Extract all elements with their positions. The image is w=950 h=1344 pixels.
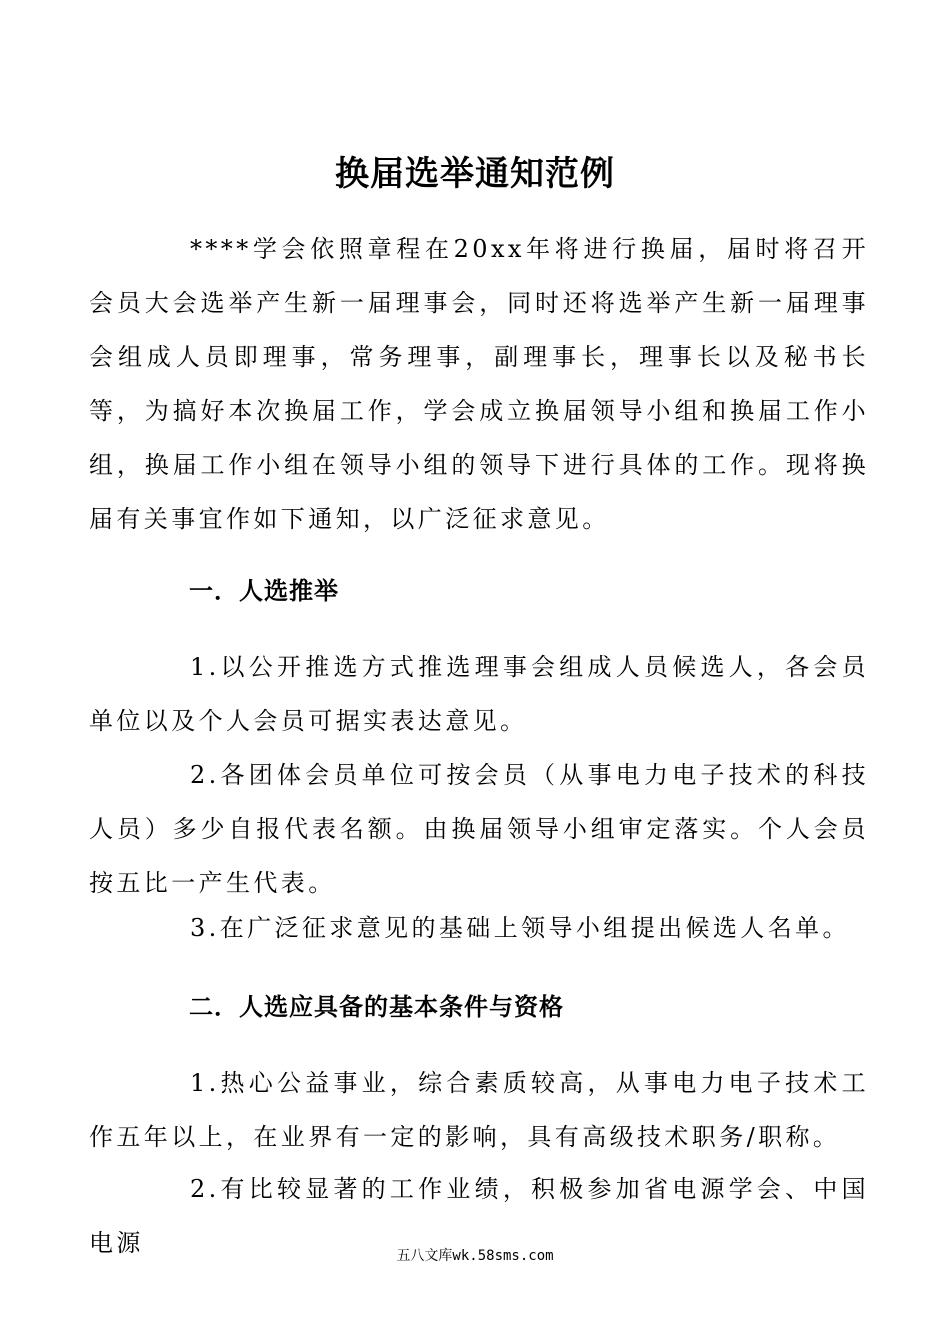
section-heading-1: 一．人选推举 [189, 577, 339, 605]
intro-paragraph: ****学会依照章程在20xx年将进行换届，届时将召开会员大会选举产生新一届理事会，同时还将选举产生新一届理事会组成人员即理事，常务理事，副理事长，理事长以及秘书长等，为搞好本次换届工作，学会成立换届领导小组和换届工作小组，换届工作小组在领导小组的领导下进行具体的工作。现将换届有关事宜作如下通知，以广泛征求意见。 [89, 235, 869, 533]
document-title: 换届选举通知范例 [335, 154, 615, 194]
section-heading-2: 二．人选应具备的基本条件与资格 [189, 993, 564, 1021]
section-1-item-1: 1.以公开推选方式推选理事会组成人员候选人，各会员单位以及个人会员可据实表达意见。 [89, 653, 869, 735]
section-2-item-2: 2.有比较显著的工作业绩，积极参加省电源学会、中国电源 [89, 1175, 869, 1257]
section-1-item-3: 3.在广泛征求意见的基础上领导小组提出候选人名单。 [190, 914, 850, 942]
footer-watermark: 五八文库wk.58sms.com [396, 1248, 554, 1264]
section-1-item-2: 2.各团体会员单位可按会员（从事电力电子技术的科技人员）多少自报代表名额。由换届领导小组审定落实。个人会员按五比一产生代表。 [89, 761, 869, 897]
section-2-item-1: 1.热心公益事业，综合素质较高，从事电力电子技术工作五年以上，在业界有一定的影响，具有高级技术职务/职称。 [89, 1069, 869, 1151]
